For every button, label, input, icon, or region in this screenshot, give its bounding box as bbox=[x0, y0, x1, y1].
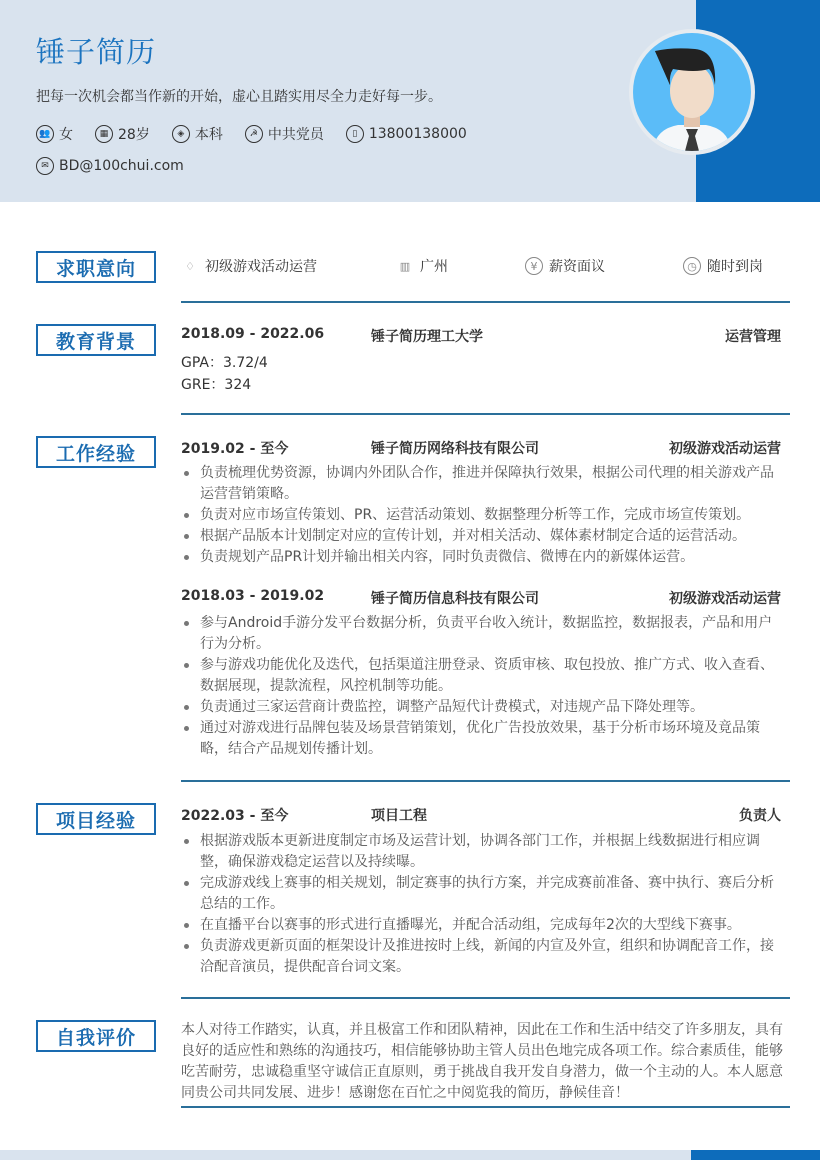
list-item: 在直播平台以赛事的形式进行直播曝光，并配合活动组，完成每年2次的大型线下赛事。 bbox=[181, 915, 781, 936]
section-label-self-evaluation: 自我评价 bbox=[36, 1020, 156, 1052]
info-gender bbox=[36, 124, 73, 144]
avatar-illustration-icon bbox=[633, 33, 751, 151]
project-role: 负责人 bbox=[739, 808, 781, 824]
section-divider bbox=[181, 1106, 790, 1108]
list-item: 负责梳理优势资源，协调内外团队合作，推进并保障执行效果，根据公司代理的相关游戏产品运营营销策略。 bbox=[181, 463, 781, 505]
work-company: 锤子简历信息科技有限公司 bbox=[371, 591, 539, 607]
intent-availability bbox=[683, 256, 763, 276]
education-entry-header bbox=[181, 326, 781, 346]
resume-name: 锤子简历 bbox=[36, 35, 157, 69]
intent-availability-value: 随时到岗 bbox=[707, 259, 763, 275]
info-political bbox=[245, 124, 324, 144]
contact-info-row bbox=[36, 157, 206, 175]
work-duties-list bbox=[181, 463, 781, 568]
list-item: 负责通过三家运营商计费监控，调整产品短代计费模式，对违规产品下降处理等。 bbox=[181, 697, 781, 718]
section-divider bbox=[181, 780, 790, 782]
work-date: 2019.02 - 至今 bbox=[181, 441, 289, 457]
list-item: 负责对应市场宣传策划、PR、运营活动策划、数据整理分析等工作，完成市场宣传策划。 bbox=[181, 505, 781, 526]
list-item: 通过对游戏进行品牌包装及场景营销策划，优化广告投放效果，基于分析市场环境及竟品策略，结合产品规划传播计划。 bbox=[181, 718, 781, 760]
tie-icon: ♢ bbox=[185, 259, 195, 273]
email-icon: ✉ bbox=[36, 157, 54, 175]
education-major: 运营管理 bbox=[725, 329, 781, 345]
section-divider bbox=[181, 997, 790, 999]
education-gpa: GPA：3.72/4 bbox=[181, 355, 268, 371]
graduation-cap-icon: ◈ bbox=[172, 125, 190, 143]
clock-icon: ◷ bbox=[683, 257, 701, 275]
education-school: 锤子简历理工大学 bbox=[371, 329, 483, 345]
project-entry-header bbox=[181, 805, 781, 825]
personal-info-row bbox=[36, 124, 489, 144]
phone-value: 13800138000 bbox=[368, 126, 467, 142]
work-date: 2018.03 - 2019.02 bbox=[181, 588, 325, 604]
list-item: 根据产品版本计划制定对应的宣传计划，并对相关活动、媒体素材制定合适的运营活动。 bbox=[181, 526, 781, 547]
project-date: 2022.03 - 至今 bbox=[181, 808, 289, 824]
intent-city bbox=[396, 256, 448, 276]
job-intent-row bbox=[181, 256, 790, 276]
info-email bbox=[36, 157, 184, 175]
list-item: 负责规划产品PR计划并输出相关内容，同时负责微信、微博在内的新媒体运营。 bbox=[181, 547, 781, 568]
degree-value: 本科 bbox=[194, 127, 223, 143]
list-item: 负责游戏更新页面的框架设计及推进按时上线，新闻的内宣及外宣，组织和协调配音工作，接洽配音演员，提供配音台词文案。 bbox=[181, 936, 781, 978]
project-name: 项目工程 bbox=[371, 808, 427, 824]
list-item: 完成游戏线上赛事的相关规划，制定赛事的执行方案，并完成赛前准备、赛中执行、赛后分析总结的工作。 bbox=[181, 873, 781, 915]
section-label-work: 工作经验 bbox=[36, 436, 156, 468]
section-divider bbox=[181, 301, 790, 303]
work-entry-header bbox=[181, 588, 781, 608]
work-entry-header bbox=[181, 438, 781, 458]
age-value: 28岁 bbox=[118, 127, 150, 143]
info-phone bbox=[346, 125, 467, 143]
motto: 把每一次机会都当作新的开始，虚心且踏实用尽全力走好每一步。 bbox=[36, 89, 442, 105]
intent-salary bbox=[525, 256, 605, 276]
info-education bbox=[172, 124, 223, 144]
intent-position bbox=[181, 256, 317, 276]
footer-accent-bar bbox=[691, 1150, 820, 1160]
work-company: 锤子简历网络科技有限公司 bbox=[371, 441, 539, 457]
intent-city-value: 广州 bbox=[420, 259, 448, 275]
avatar bbox=[629, 29, 755, 155]
section-divider bbox=[181, 413, 790, 415]
gender-icon: 👥 bbox=[36, 125, 54, 143]
list-item: 根据游戏版本更新进度制定市场及运营计划，协调各部门工作，并根据上线数据进行相应调整，确保游戏稳定运营以及持续曝。 bbox=[181, 831, 781, 873]
list-item: 参与游戏功能优化及迭代，包括渠道注册登录、资质审核、取包投放、推广方式、收入查看、数据展现，提款流程，风控机制等功能。 bbox=[181, 655, 781, 697]
phone-icon: ▯ bbox=[346, 125, 364, 143]
education-date: 2018.09 - 2022.06 bbox=[181, 326, 325, 342]
work-duties-list bbox=[181, 613, 781, 760]
project-duties-list bbox=[181, 831, 781, 978]
party-emblem-icon: ☭ bbox=[245, 125, 263, 143]
calendar-icon: ▦ bbox=[95, 125, 113, 143]
section-label-education: 教育背景 bbox=[36, 324, 156, 356]
yen-icon: ¥ bbox=[525, 257, 543, 275]
info-age bbox=[95, 124, 150, 144]
list-item: 参与Android手游分发平台数据分析，负责平台收入统计，数据监控，数据报表，产品和用户行为分析。 bbox=[181, 613, 781, 655]
work-role: 初级游戏活动运营 bbox=[669, 441, 781, 457]
section-label-intent: 求职意向 bbox=[36, 251, 156, 283]
intent-salary-value: 薪资面议 bbox=[549, 259, 605, 275]
gender-value: 女 bbox=[59, 127, 73, 143]
political-value: 中共党员 bbox=[267, 127, 324, 143]
section-label-project: 项目经验 bbox=[36, 803, 156, 835]
self-evaluation-text: 本人对待工作踏实，认真，并且极富工作和团队精神，因此在工作和生活中结交了许多朋友，具有良好的适应性和熟练的沟通技巧，相信能够协助主管人员出色地完成各项工作。综合素质佳，能够吃苦耐劳，忠诚稳重坚守诚信正直原则，勇于挑战自我开发自身潜力，做一个主动的人。本人愿意同贵公司共同发展、进步！感谢您在百忙之中阅览我的简历，静候佳音！ bbox=[181, 1022, 783, 1101]
intent-position-value: 初级游戏活动运营 bbox=[205, 259, 317, 275]
education-gre: GRE：324 bbox=[181, 377, 252, 393]
email-value[interactable]: BD@100chui.com bbox=[59, 158, 184, 174]
building-icon: ▥ bbox=[399, 259, 411, 273]
work-role: 初级游戏活动运营 bbox=[669, 591, 781, 607]
